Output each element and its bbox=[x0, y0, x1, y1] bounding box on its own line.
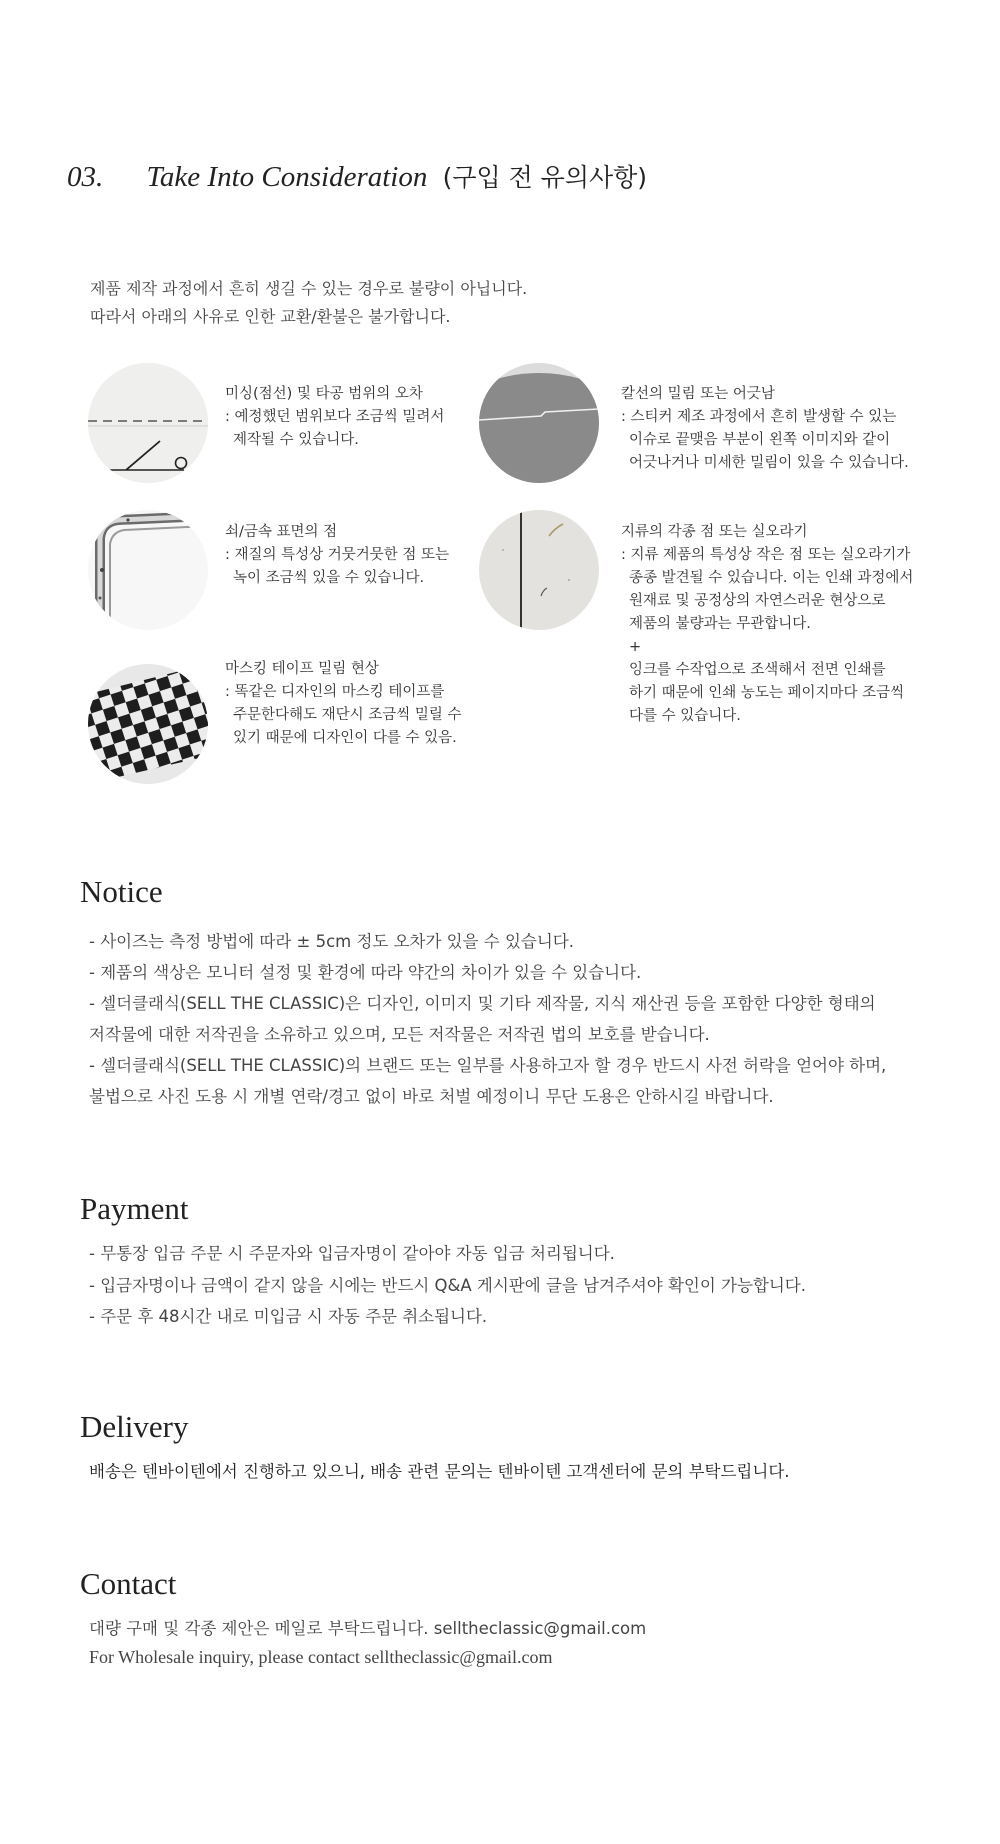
payment-title: Payment bbox=[80, 1191, 189, 1226]
section-number: 03. bbox=[67, 161, 104, 193]
notice-line: 저작물에 대한 저작권을 소유하고 있으며, 모든 저작물은 저작권 법의 보호를 받습니다. bbox=[89, 1025, 710, 1044]
intro-line: 제품 제작 과정에서 흔히 생길 수 있는 경우로 불량이 아닙니다. bbox=[90, 279, 528, 298]
notice-line: - 셀더클래식(SELL THE CLASSIC)의 브랜드 또는 일부를 사용하고자 할 경우 반드시 사전 허락을 얻어야 하며, bbox=[89, 1056, 887, 1075]
notice-title: Notice bbox=[80, 874, 163, 909]
contact-line-en: For Wholesale inquiry, please contact selltheclassic@gmail.com bbox=[89, 1647, 553, 1667]
intro-line: 따라서 아래의 사유로 인한 교환/환불은 불가합니다. bbox=[90, 307, 451, 326]
item-title: 지류의 각종 점 또는 실오라기 bbox=[621, 524, 808, 540]
payment-line: - 무통장 입금 주문 시 주문자와 입금자명이 같아야 자동 입금 처리됩니다. bbox=[89, 1244, 615, 1263]
item-metal-text: 쇠/금속 표면의 점 : 재질의 특성상 거뭇거뭇한 점 또는 녹이 조금씩 있을 수 있습니다. bbox=[225, 521, 449, 590]
item-paper-text: 지류의 각종 점 또는 실오라기 : 지류 제품의 특성상 작은 점 또는 실오라기가 종종 발견될 수 있습니다. 이는 인쇄 과정에서 원재료 및 공정상의 자연스러운 현상으로 제품의 불량과는 무관합니다. + 잉크를 수작업으로 조색해서 전면 인쇄를 하기 때문에 인쇄 농도는 페이지마다 조금씩 다를 수 있습니다. bbox=[621, 521, 913, 728]
notice-line: 불법으로 사진 도용 시 개별 연락/경고 없이 바로 처벌 예정이니 무단 도용은 안하시길 바랍니다. bbox=[89, 1087, 774, 1106]
contact-line: 대량 구매 및 각종 제안은 메일로 부탁드립니다. selltheclassic@gmail.com bbox=[89, 1619, 647, 1638]
payment-line: - 주문 후 48시간 내로 미입금 시 자동 주문 취소됩니다. bbox=[89, 1307, 488, 1326]
section-title bbox=[67, 158, 647, 194]
item-title: 칼선의 밀림 또는 어긋남 bbox=[621, 386, 775, 402]
section-title-ko: (구입 전 유의사항) bbox=[442, 163, 648, 192]
item-tape-text: 마스킹 테이프 밀림 현상 : 똑같은 디자인의 마스킹 테이프를 주문한다해도 재단시 조금씩 밀릴 수 있기 때문에 디자인이 다를 수 있음. bbox=[225, 658, 462, 750]
contact-title: Contact bbox=[80, 1566, 177, 1601]
delivery-line: 배송은 텐바이텐에서 진행하고 있으니, 배송 관련 문의는 텐바이텐 고객센터에 문의 부탁드립니다. bbox=[89, 1462, 790, 1481]
notice-line: - 제품의 색상은 모니터 설정 및 환경에 따라 약간의 차이가 있을 수 있습니다. bbox=[89, 963, 642, 982]
kiss-cut-icon bbox=[479, 363, 599, 483]
notice-line: - 사이즈는 측정 방법에 따라 ± 5cm 정도 오차가 있을 수 있습니다. bbox=[89, 932, 574, 951]
item-title: 마스킹 테이프 밀림 현상 bbox=[225, 661, 379, 677]
paper-fiber-icon bbox=[479, 510, 599, 630]
item-perforation-text: 미싱(점선) 및 타공 범위의 오차 : 예정했던 범위보다 조금씩 밀려서 제작될 수 있습니다. bbox=[225, 383, 444, 452]
item-title: 쇠/금속 표면의 점 bbox=[225, 524, 338, 540]
checker-tape-icon bbox=[88, 664, 208, 784]
perforation-icon bbox=[88, 363, 208, 483]
section-title-en: Take Into Consideration bbox=[146, 161, 428, 193]
metal-surface-icon bbox=[88, 510, 208, 630]
delivery-title: Delivery bbox=[80, 1409, 189, 1444]
item-title: 미싱(점선) 및 타공 범위의 오차 bbox=[225, 386, 423, 402]
notice-line: - 셀더클래식(SELL THE CLASSIC)은 디자인, 이미지 및 기타 제작물, 지식 재산권 등을 포함한 다양한 형태의 bbox=[89, 994, 876, 1013]
payment-line: - 입금자명이나 금액이 같지 않을 시에는 반드시 Q&A 게시판에 글을 남겨주셔야 확인이 가능합니다. bbox=[89, 1276, 806, 1295]
item-kiss-cut-text: 칼선의 밀림 또는 어긋남 : 스티커 제조 과정에서 흔히 발생할 수 있는 이슈로 끝맺음 부분이 왼쪽 이미지와 같이 어긋나거나 미세한 밀림이 있을 수 있습니다. bbox=[621, 383, 909, 475]
